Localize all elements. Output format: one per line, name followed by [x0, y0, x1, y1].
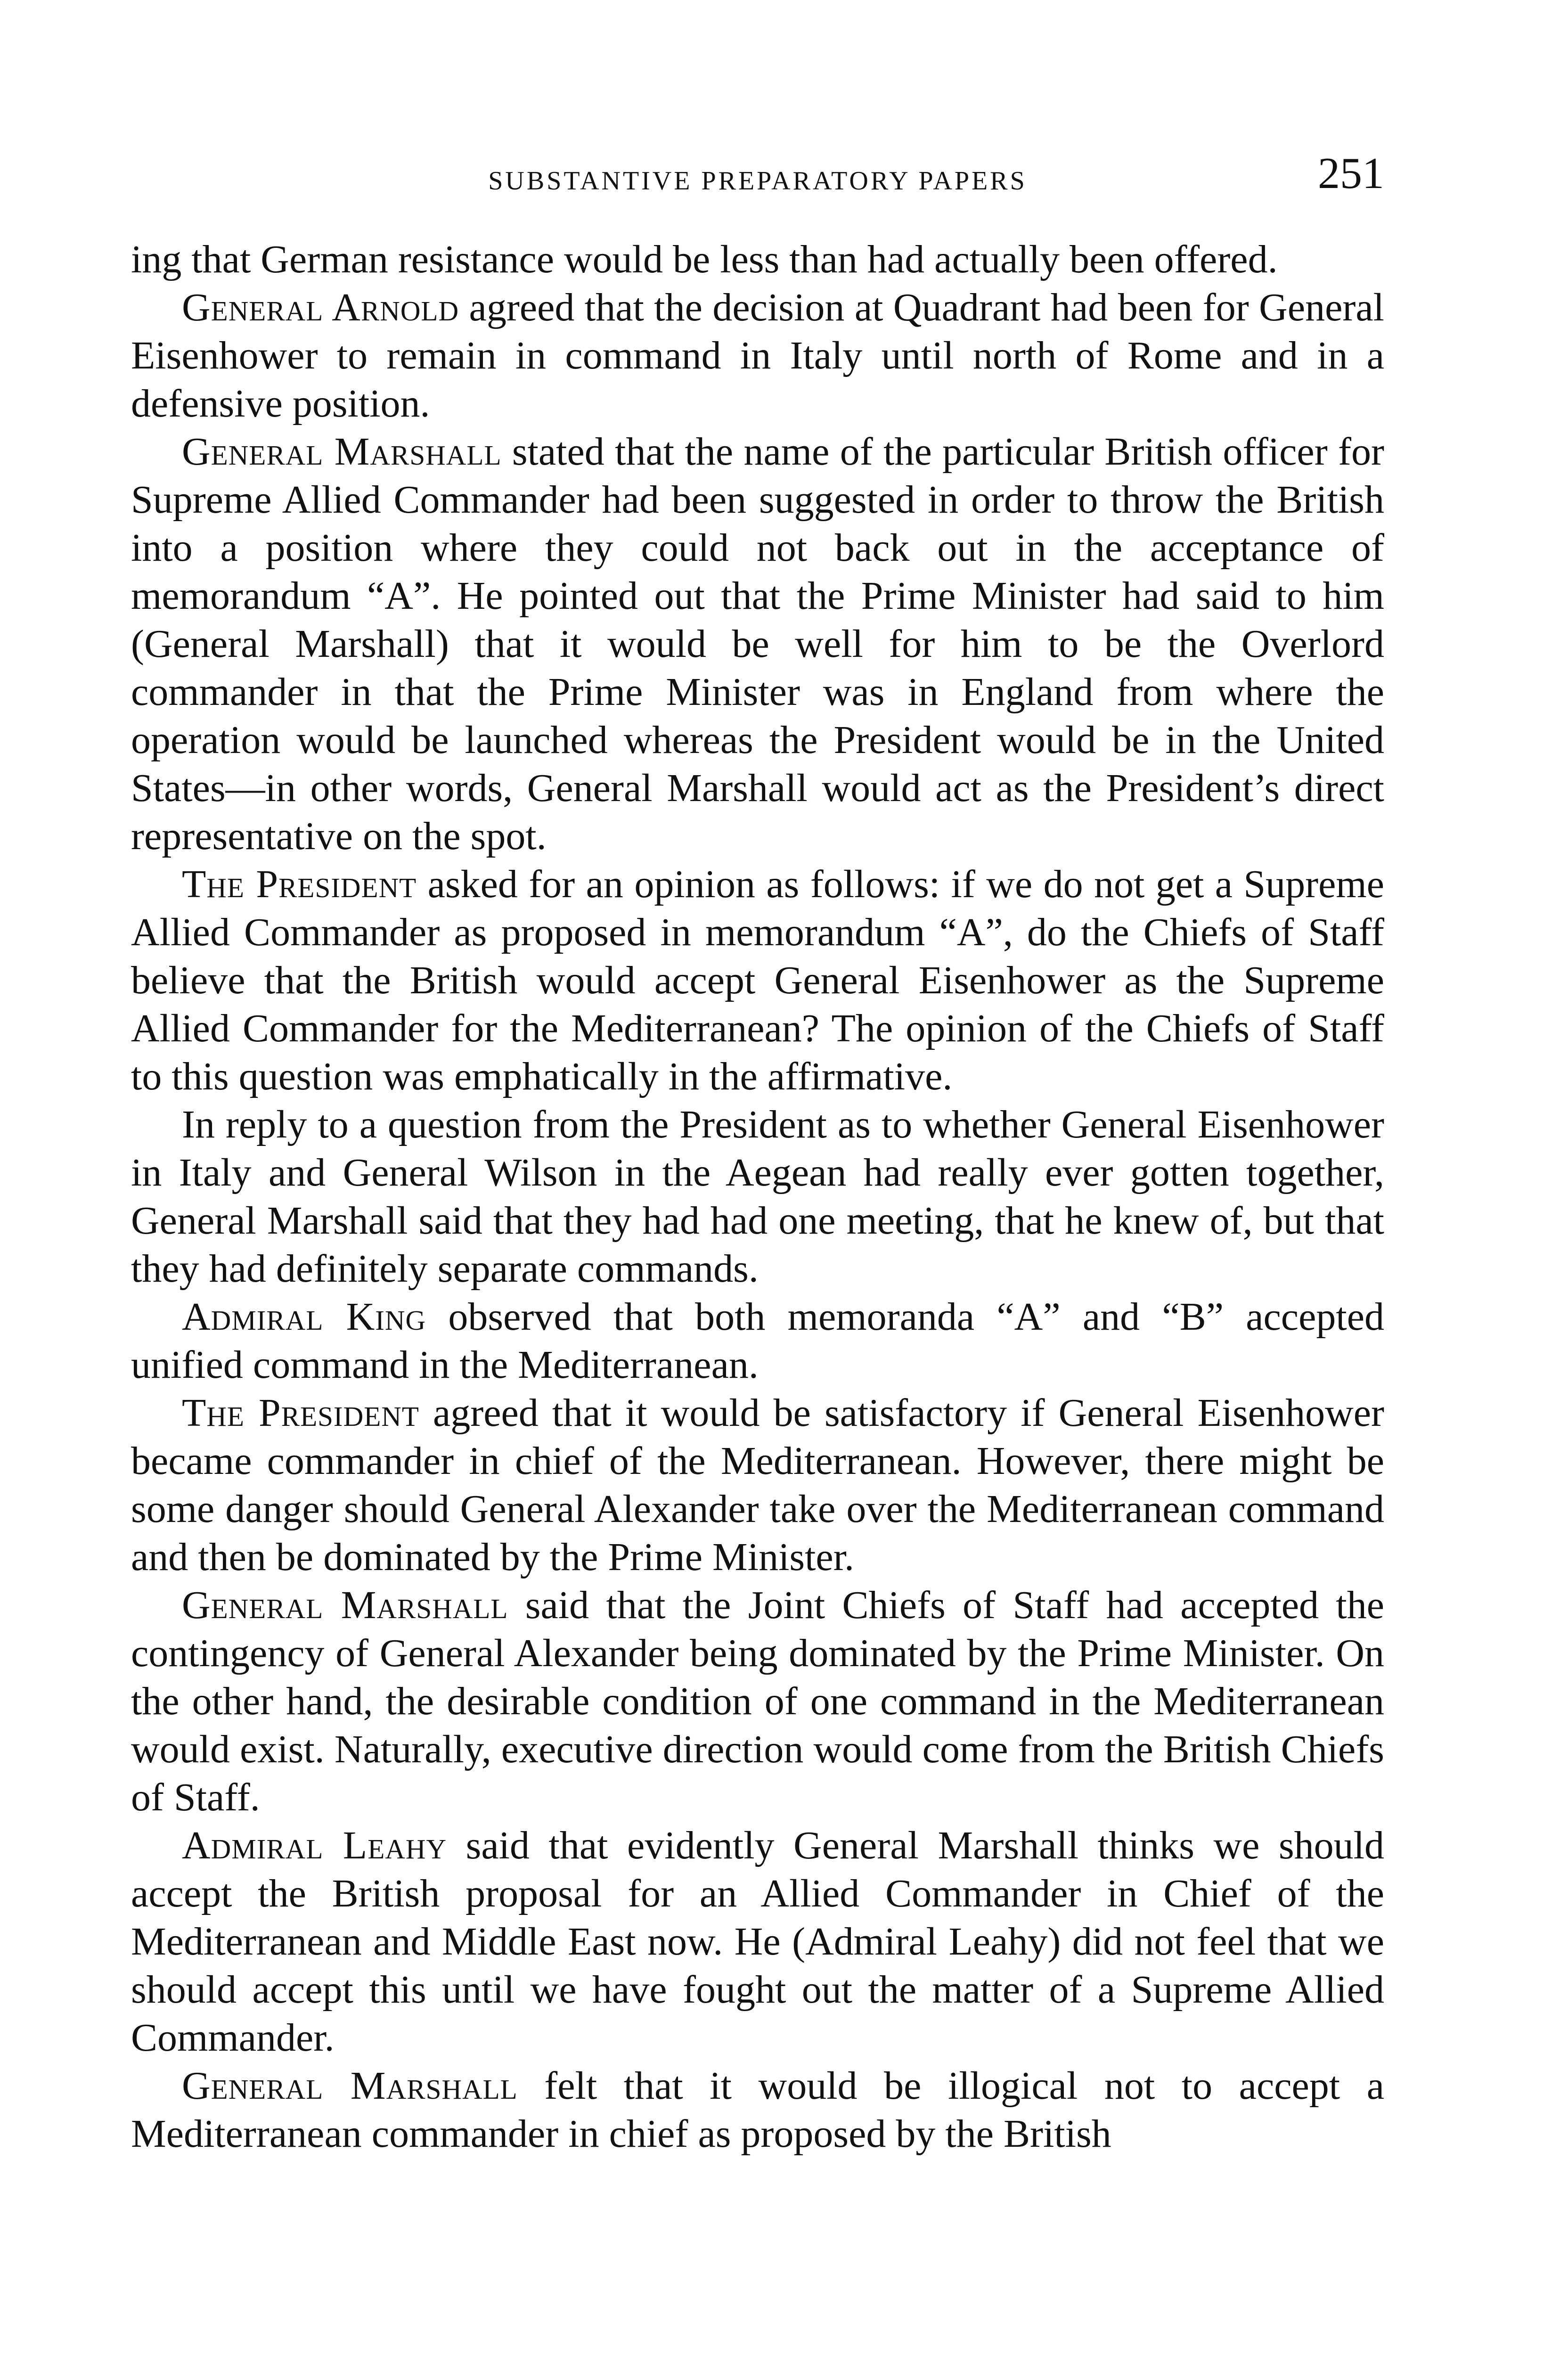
speaker: General Marshall [182, 2064, 518, 2108]
paragraph-text: observed that both memoranda “A” and “B” accepted unified command in the Mediterranean. [131, 1295, 1384, 1387]
paragraph-text: In reply to a question from the President as to whether General Eisenhower in Italy and General Wilson in the Aegean had really ever gotten together, General Marshall said that they had had one meeting, that he knew of, but that they had definitely separate commands. [131, 1103, 1384, 1291]
paragraph-text: agreed that the decision at Quadrant had been for General Eisenhower to remain in command in Italy until north of Rome and in a defensive position. [131, 286, 1384, 425]
paragraph [131, 860, 1384, 1101]
speaker: Admiral King [182, 1295, 426, 1339]
paragraph-text: ing that German resistance would be less than had actually been offered. [131, 237, 1278, 281]
paragraph [131, 2062, 1384, 2158]
speaker: The President [182, 862, 417, 906]
running-head [131, 150, 1384, 202]
paragraph [131, 284, 1384, 428]
body-text [131, 236, 1384, 2158]
page-number: 251 [1318, 149, 1384, 198]
paragraph [131, 428, 1384, 860]
paragraph [131, 1822, 1384, 2062]
paragraph-text: asked for an opinion as follows: if we do not get a Supreme Allied Commander as proposed in memorandum “A”, do the Chiefs of Staff believe that the British would accept General Eisenhower as the Supreme Allied Commander for the Mediterranean? The opinion of the Chiefs of Staff to this question was emphatically in the affirmative. [131, 862, 1385, 1098]
speaker: General Arnold [182, 286, 459, 329]
paragraph [131, 1581, 1384, 1822]
paragraph-text: said that the Joint Chiefs of Staff had accepted the contingency of General Alexander being dominated by the Prime Minister. On the other hand, the desirable condition of one command in the Mediterranean would exist. Naturally, executive direction would come from the British Chiefs of Staff. [131, 1583, 1384, 1819]
running-title: SUBSTANTIVE PREPARATORY PAPERS [488, 166, 1027, 196]
paragraph [131, 1101, 1384, 1293]
paragraph-text: agreed that it would be satisfactory if General Eisenhower became commander in chief of the Mediterranean. However, there might be some danger should General Alexander take over the Mediterranean command and then be dominated by the Prime Minister. [131, 1391, 1384, 1579]
speaker: Admiral Leahy [182, 1824, 447, 1867]
speaker: General Marshall [182, 430, 502, 474]
paragraph-text: stated that the name of the particular British officer for Supreme Allied Commander had been suggested in order to throw the British into a position where they could not back out in the acceptance of memorandum “A”. He pointed out that the Prime Minister had said to him (General Marshall) that it would be well for him to be the Overlord commander in that the Prime Minister was in England from where the operation would be launched whereas the President would be in the United States—in other words, General Marshall would act as the President’s direct representative on the spot. [131, 430, 1384, 858]
paragraph [131, 236, 1384, 284]
paragraph [131, 1389, 1384, 1581]
speaker: General Marshall [182, 1583, 508, 1627]
paragraph-text: said that evidently General Marshall thinks we should accept the British proposal for an Allied Commander in Chief of the Mediterranean and Middle East now. He (Admiral Leahy) did not feel that we should accept this until we have fought out the matter of a Supreme Allied Commander. [131, 1824, 1384, 2060]
paragraph-text: felt that it would be illogical not to accept a Mediterranean commander in chief as proposed by the British [131, 2064, 1384, 2156]
paragraph [131, 1293, 1384, 1389]
speaker: The President [182, 1391, 419, 1435]
